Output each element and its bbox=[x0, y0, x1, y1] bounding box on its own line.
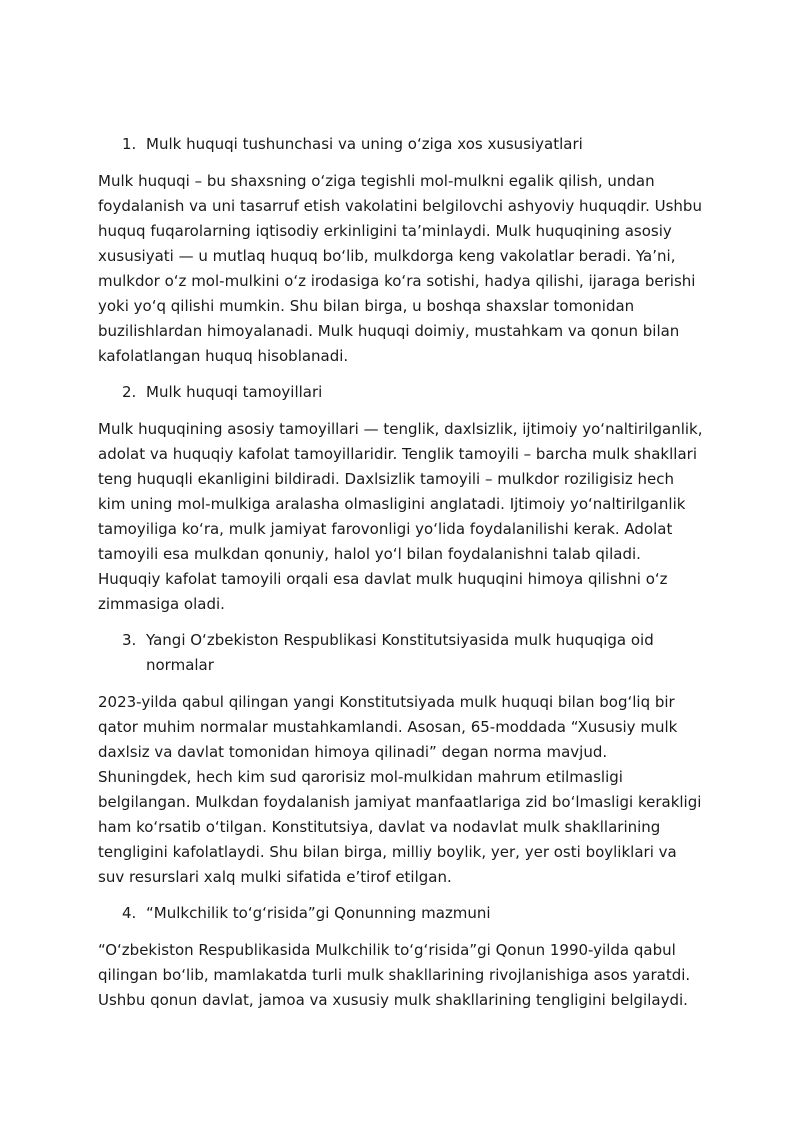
section-number-3: 3. bbox=[122, 631, 137, 649]
section-title-4: “Mulkchilik to‘g‘risida”gi Qonunning mazmuni bbox=[146, 904, 491, 922]
section-paragraph-3: 2023-yilda qabul qilingan yangi Konstitutsiyada mulk huquqi bilan bog‘liq bir qator muhim normalar mustahkamlandi. Asosan, 65-moddada “Xususiy mulk daxlsiz va davlat tomonidan himoya qilinadi” degan norma mavjud. Shuningdek, hech kim sud qarorisiz mol-mulkidan mahrum etilmasligi belgilangan. Mulkdan foydalanish jamiyat manfaatlariga zid bo‘lmasligi kerakligi ham ko‘rsatib o‘tilgan. Konstitutsiya, davlat va nodavlat mulk shakllarining tengligini kafolatlaydi. Shu bilan birga, milliy boylik, yer, yer osti boyliklari va suv resurslari xalq mulki sifatida e’tirof etilgan. bbox=[98, 693, 702, 886]
section-title-2: Mulk huquqi tamoyillari bbox=[146, 383, 323, 401]
section-heading-2 bbox=[98, 380, 704, 405]
section-heading-3 bbox=[98, 628, 704, 678]
section-paragraph-4: “O‘zbekiston Respublikasida Mulkchilik to‘g‘risida”gi Qonun 1990-yilda qabul qilingan bo‘lib, mamlakatda turli mulk shakllarining rivojlanishiga asos yaratdi. Ushbu qonun davlat, jamoa va xususiy mulk shakllarining tengligini belgilaydi. bbox=[98, 941, 691, 1009]
section-heading-4 bbox=[98, 901, 704, 926]
section-number-1: 1. bbox=[122, 135, 137, 153]
section-heading-1 bbox=[98, 132, 704, 157]
section-paragraph-2: Mulk huquqining asosiy tamoyillari — tenglik, daxlsizlik, ijtimoiy yo‘naltirilganlik, adolat va huquqiy kafolat tamoyillaridir. Tenglik tamoyili – barcha mulk shakllari teng huquqli ekanligini bildiradi. Daxlsizlik tamoyili – mulkdor roziligisiz hech kim uning mol-mulkiga aralasha olmasligini anglatadi. Ijtimoiy yo‘naltirilganlik tamoyiliga ko‘ra, mulk jamiyat farovonligi yo‘lida foydalanilishi kerak. Adolat tamoyili esa mulkdan qonuniy, halol yo‘l bilan foydalanishni talab qiladi. Huquqiy kafolat tamoyili orqali esa davlat mulk huquqini himoya qilishni o‘z zimmasiga oladi. bbox=[98, 420, 703, 613]
section-paragraph-1: Mulk huquqi – bu shaxsning o‘ziga tegishli mol-mulkni egalik qilish, undan foydalanish va uni tasarruf etish vakolatini belgilovchi ashyoviy huquqdir. Ushbu huquq fuqarolarning iqtisodiy erkinligini ta’minlaydi. Mulk huquqining asosiy xususiyati — u mutlaq huquq bo‘lib, mulkdorga keng vakolatlar beradi. Ya’ni, mulkdor o‘z mol-mulkini o‘z irodasiga ko‘ra sotishi, hadya qilishi, ijaraga berishi yoki yo‘q qilishi mumkin. Shu bilan birga, u boshqa shaxslar tomonidan buzilishlardan himoyalanadi. Mulk huquqi doimiy, mustahkam va qonun bilan kafolatlangan huquq hisoblanadi. bbox=[98, 172, 702, 365]
section-title-1: Mulk huquqi tushunchasi va uning o‘ziga xos xususiyatlari bbox=[146, 135, 583, 153]
section-title-3: Yangi O‘zbekiston Respublikasi Konstitutsiyasida mulk huquqiga oid normalar bbox=[146, 631, 654, 674]
section-number-2: 2. bbox=[122, 383, 137, 401]
section-number-4: 4. bbox=[122, 904, 137, 922]
